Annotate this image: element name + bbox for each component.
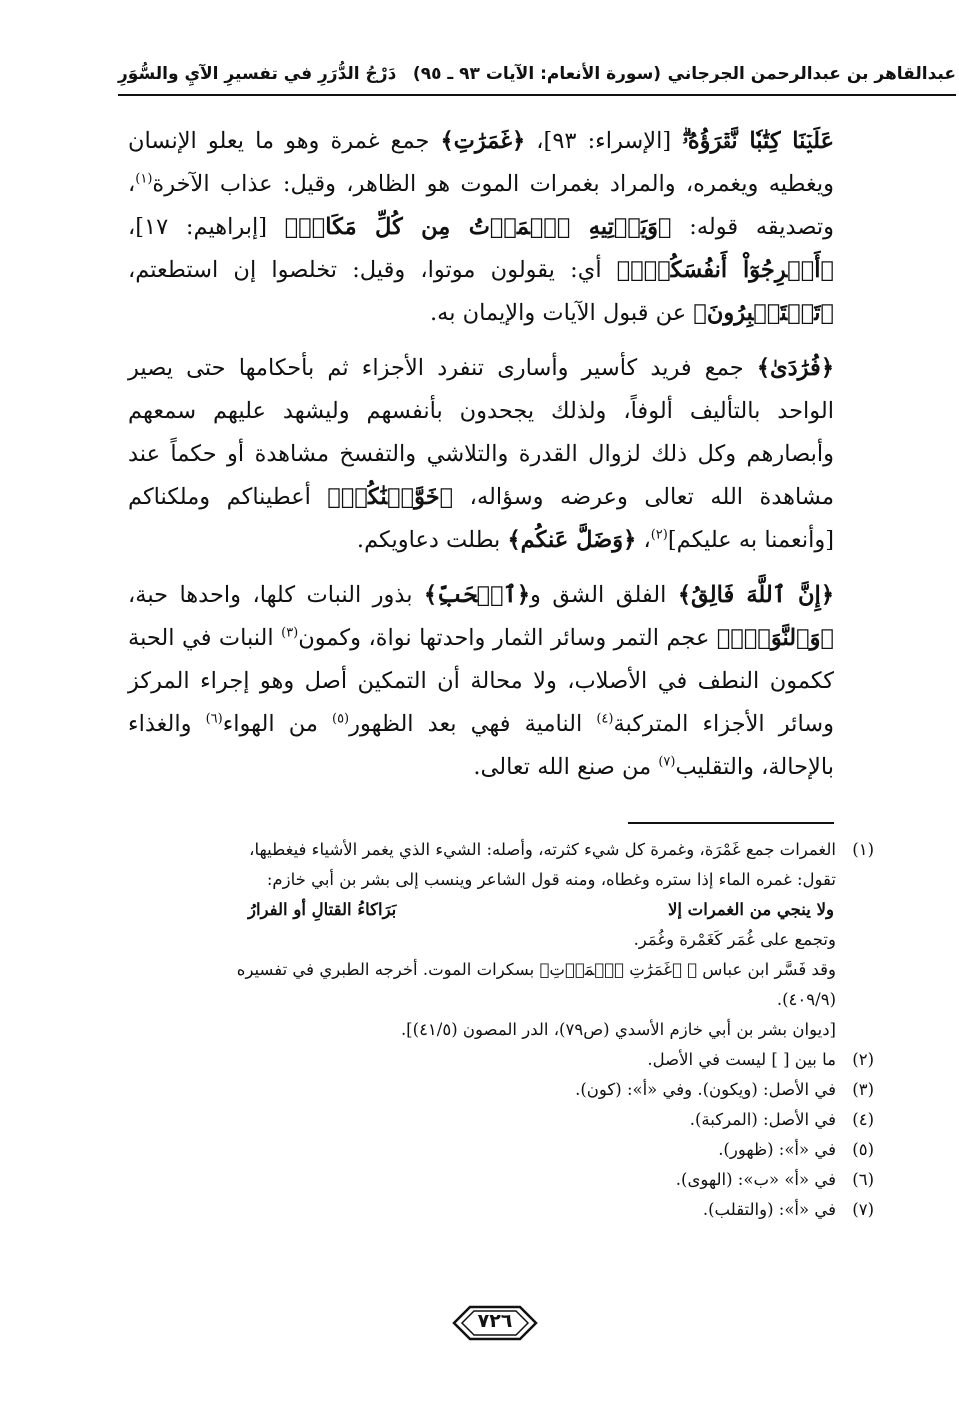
quran-quote: ﴿وَٱلنَّوَىٰۖ﴾ [716,625,834,651]
text-run: [إبراهيم: ١٧]، [128,214,285,240]
footnote [128,1045,874,1075]
footnote-line: في «أ»: (ظهور). [718,1140,836,1159]
footnote-number: (٤) [852,1110,874,1129]
header-book-title: دَرْجُ الدُّرَرِ في تفسيرِ الآيِ والسُّوَرِ [118,64,397,84]
footnote-line: تقول: غمره الماء إذا ستره وغطاه، ومنه قول الشاعر وينسب إلى بشر بن أبي خازم: [266,870,836,889]
quran-quote: ﴿إِنَّ ٱللَّهَ فَالِقُ﴾ [677,582,834,608]
footnote [128,1165,874,1195]
text-run: بطلت دعاويكم. [356,527,508,553]
verse-hemistich: ولا ينجي من الغمرات إلا [667,900,834,919]
page-number-ornament [450,1303,540,1343]
text-run: بذور النبات كلها، واحدها حبة، [128,582,424,608]
text-run: [الإسراء: ٩٣]، [525,128,683,154]
footnote-text [128,835,836,1045]
footnote [128,1195,874,1225]
header-rule [118,94,956,96]
footnote-text [128,1075,836,1105]
quran-quote: عَلَيۡنَا كِتَٰبٗا نَّقۡرَؤُهُۥۗ [682,128,834,154]
text-run: النامية فهي بعد الظهور [349,711,597,737]
text-run: النبات في الحبة ككمون النطف في الأصلاب، ولا محالة أن التمكين أصل وهو إجراء المركز وسائر الأجزاء المتركبة [128,625,835,737]
quran-quote: ﴿فُرَٰدَىٰ﴾ [756,355,834,381]
footnote-line: في «أ» «ب»: (الهوى). [675,1170,836,1189]
footnote-ref: (١) [135,171,153,187]
footnote-ref: (٦) [205,711,223,727]
header-author: عبدالقاهر بن عبدالرحمن الجرجاني [667,64,956,84]
footnote-text [128,1135,836,1165]
footnote-text [128,1195,836,1225]
footnote-number: (٥) [852,1140,874,1159]
footnote-number: (١) [852,840,874,859]
footnote-line: وقد فَسَّر ابن عباس ﷺ ﴿غَمَرَٰتِ ٱلۡمَوۡتِ﴾ بسكرات الموت. أخرجه الطبري في تفسيره [236,960,836,979]
text-run: عن قبول الآيات والإيمان به. [430,300,694,326]
text-run: أي: يقولون موتوا، وقيل: تخلصوا إن استطعتم، [128,257,617,283]
footnote-separator [628,822,834,824]
footnote-number: (٦) [852,1170,874,1189]
footnote [128,835,874,1045]
footnote-ref: (٣) [281,625,299,641]
footnote-number: (٣) [852,1080,874,1099]
footnote-line: في الأصل: (ويكون). وفي «أ»: (كون). [575,1080,836,1099]
footnote-ref: (٥) [331,711,350,727]
footnote-number: (٧) [852,1200,874,1219]
text-run: جمع غمرة وهو ما يعلو الإنسان ويغطيه ويغمره، والمراد بغمرات الموت هو الظاهر، وقيل: عذاب الآخرة [128,128,834,197]
main-text [128,120,834,789]
paragraph [128,574,834,789]
footnote-ref: (٧) [658,754,676,770]
quran-quote: ﴿وَيَأۡتِيهِ ٱلۡمَوۡتُ مِن كُلِّ مَكَانٖ﴾ [284,214,672,240]
footnote-number: (٢) [852,1050,874,1069]
quran-quote: ﴿أَخۡرِجُوٓاْ أَنفُسَكُمُۖ﴾ [616,257,834,283]
footnote-ref: (٤) [596,711,614,727]
footnote-text [128,1165,836,1195]
footnote-line: ما بين [ ] ليست في الأصل. [647,1050,836,1069]
footnote [128,1105,874,1135]
footnote-line: وتجمع على غُمَر كَغَمْرة وغُمَر. [633,930,836,949]
text-run: الفلق الشق و [530,582,678,608]
text-run: أعطيناكم وملكناكم [وأنعمنا به عليكم] [128,484,834,553]
quran-quote: ﴿ٱلۡحَبِّ﴾ [423,582,531,608]
footnote-line: في «أ»: (والتقلب). [702,1200,836,1219]
footnote-line: الغمرات جمع غَمْرَة، وغمرة كل شيء كثرته، وأصله: الشيء الذي يغمر الأشياء فيغطيها، [249,840,836,859]
footnote-ref: (٢) [650,527,668,543]
footnote-text [128,1045,836,1075]
text-run: ، [636,527,651,553]
text-run: من الهواء [222,711,332,737]
header-section: (سورة الأنعام: الآيات ٩٣ ـ ٩٥) [412,64,662,84]
text-run: والغذاء بالإحالة، والتقليب [128,711,834,780]
quran-quote: ﴿خَوَّلۡنَٰكُمۡ﴾ [327,484,454,510]
poetry-verse [128,895,836,925]
footnote-text [128,1105,836,1135]
footnote [128,1135,874,1165]
footnote-line: (٤٠٩/٩). [776,990,836,1009]
running-header [118,58,956,98]
quran-quote: ﴿غَمَرَٰتِ﴾ [440,128,526,154]
footnote-line: في الأصل: (المركبة). [689,1110,836,1129]
text-run: من صنع الله تعالى. [473,754,659,780]
footnote-line: [ديوان بشر بن أبي خازم الأسدي (ص٧٩)، الدر المصون (٤١/٥)]. [400,1020,836,1039]
page-number: ٧٢٦ [477,1310,513,1332]
text-run: عجم التمر وسائر الثمار واحدتها نواة، وكمون [298,625,717,651]
footnote [128,1075,874,1105]
text-run: ، وتصديقه قوله: [128,171,834,240]
verse-hemistich: بَرَاكاءُ القتالِ أو الفرارُ [248,900,397,919]
paragraph [128,347,834,562]
text-run: جمع فريد كأسير وأسارى تنفرد الأجزاء ثم بأحكامها حتى يصير الواحد بالتأليف ألوفاً، ولذلك يجحدون بأنفسهم وليشهد عليهم سمعهم وأبصارهم وكل ذلك لزوال القدرة والتلاشي والتفسخ مشاهدة أو حكماً عند مشاهدة الله تعالى وعرضه وسؤاله، [128,355,834,510]
footnotes [128,835,874,1225]
quran-quote: ﴿وَضَلَّ عَنكُم﴾ [507,527,637,553]
quran-quote: ﴿تَسۡتَكۡبِرُونَ﴾ [693,300,834,326]
paragraph [128,120,834,335]
